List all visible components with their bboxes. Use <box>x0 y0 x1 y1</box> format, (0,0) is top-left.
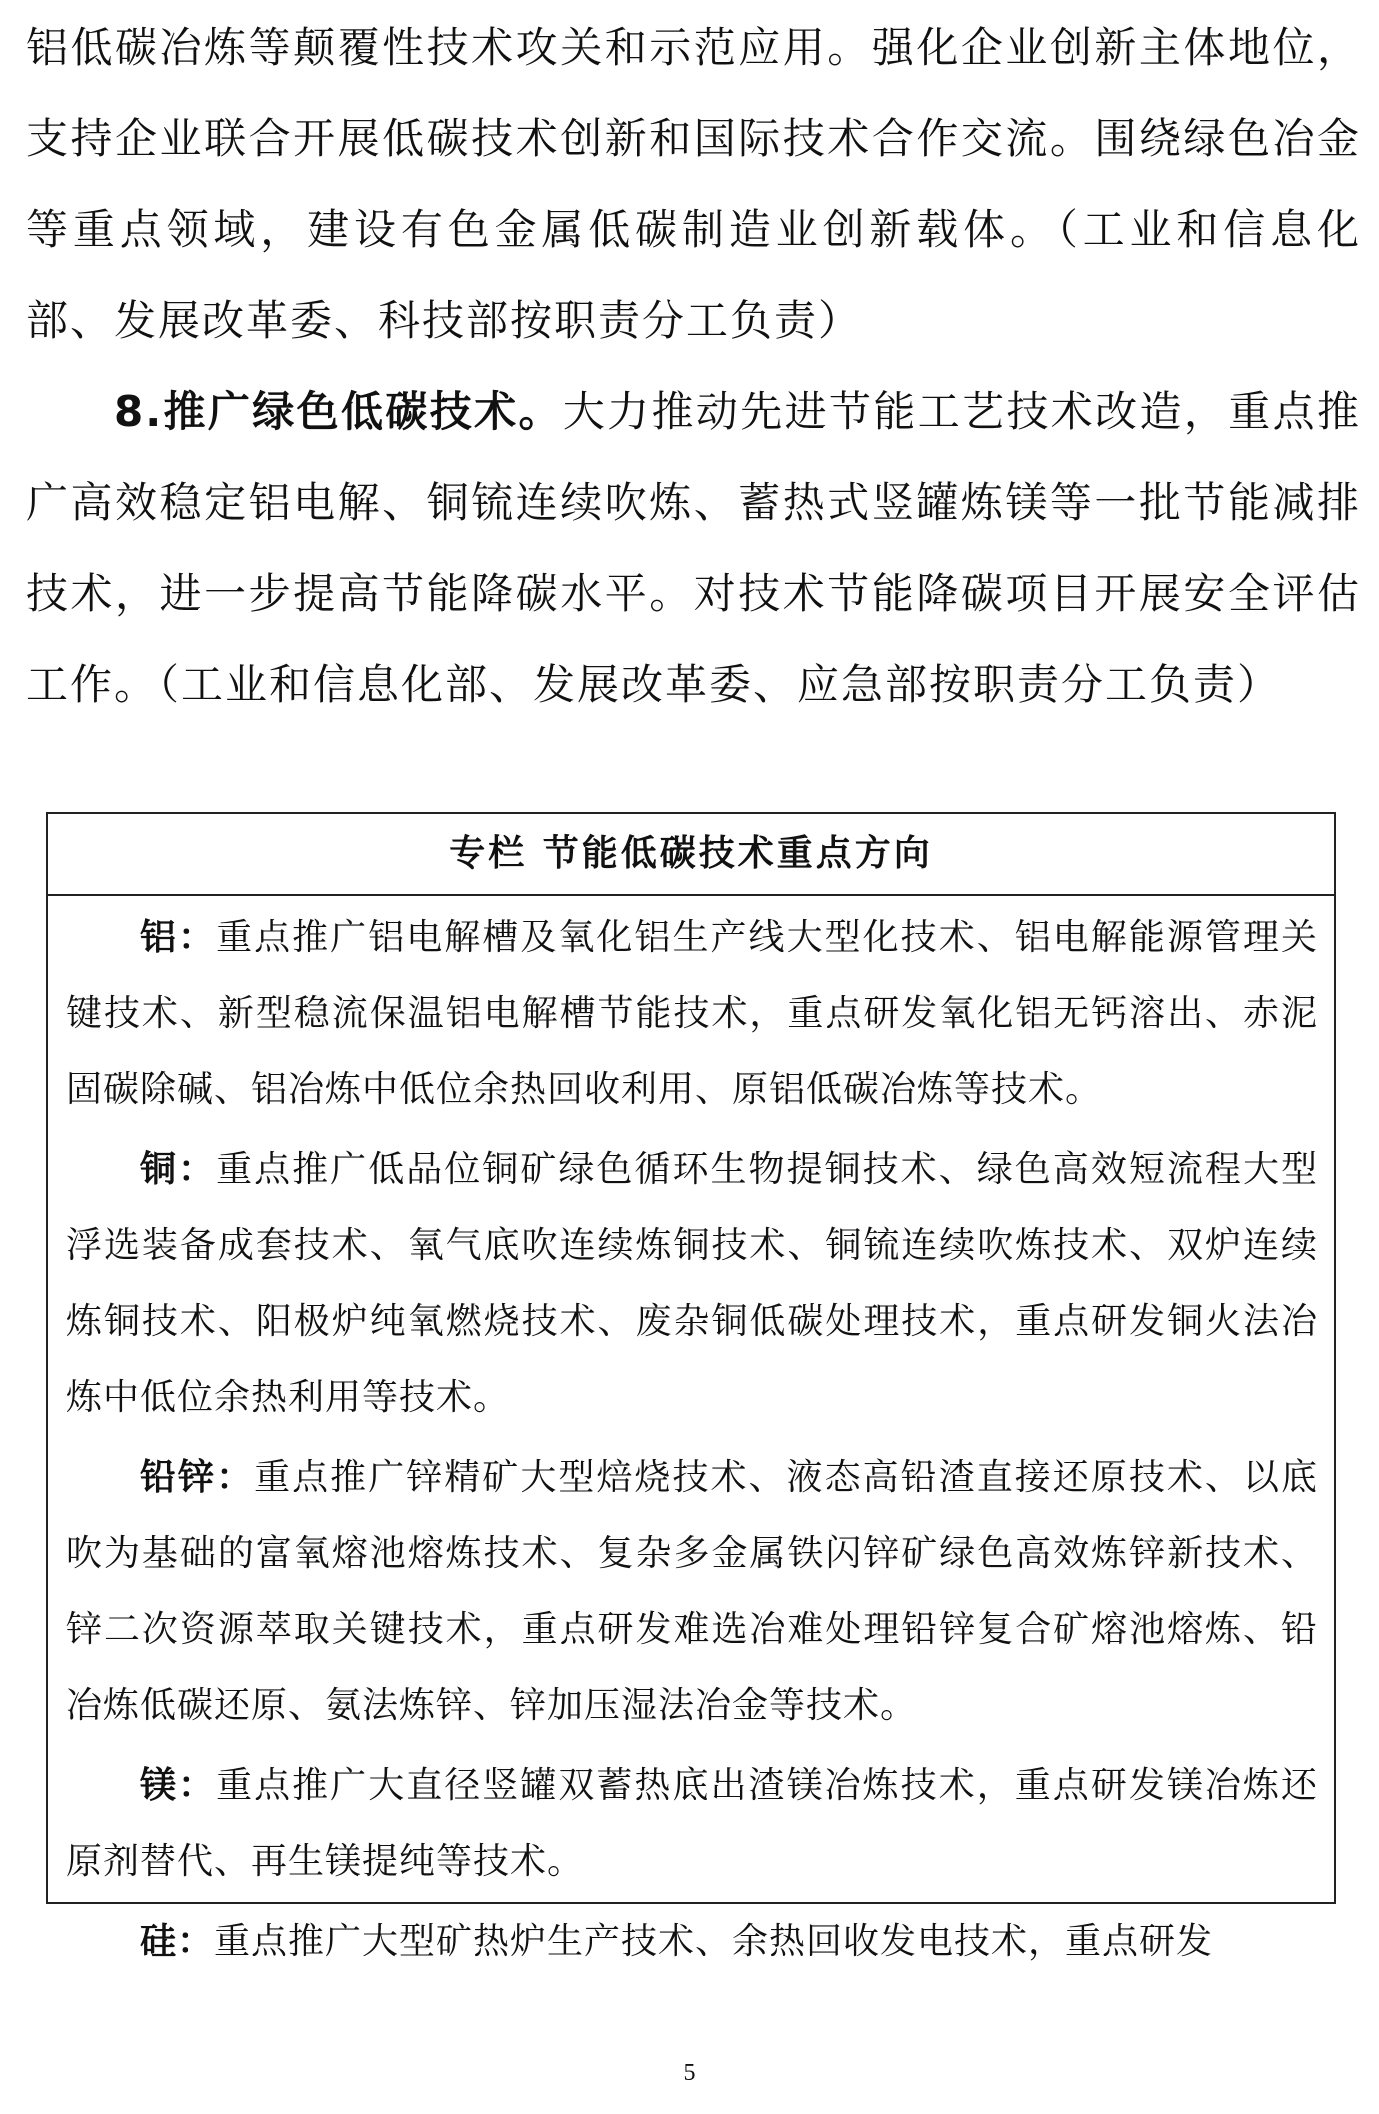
entry-term: 铝： <box>140 917 217 958</box>
item-8-body: 大力推动先进节能工艺技术改造，重点推广高效稳定铝电解、铜锍连续吹炼、蓄热式竖罐炼镁等一批节能减排技术，进一步提高节能降碳水平。对技术节能降碳项目开展安全评估工作。（工业和信息化部、发展改革委、应急部按职责分工负责） <box>26 387 1361 709</box>
entry-text: 重点推广铝电解槽及氧化铝生产线大型化技术、铝电解能源管理关键技术、新型稳流保温铝电解槽节能技术，重点研发氧化铝无钙溶出、赤泥固碳除碱、铝冶炼中低位余热回收利用、原铝低碳冶炼等技术。 <box>66 917 1318 1110</box>
column-box <box>46 812 1336 1962</box>
entry-term: 铜： <box>140 1149 217 1190</box>
item-8-paragraph <box>26 366 1361 730</box>
entry-aluminum <box>66 900 1318 1128</box>
page-number: 5 <box>683 2060 696 2086</box>
entry-magnesium <box>66 1748 1318 1900</box>
entry-text: 重点推广大型矿热炉生产技术、余热回收发电技术，重点研发 <box>214 1921 1214 1962</box>
continued-paragraph: 铝低碳冶炼等颠覆性技术攻关和示范应用。强化企业创新主体地位，支持企业联合开展低碳技术创新和国际技术合作交流。围绕绿色冶金等重点领域，建设有色金属低碳制造业创新载体。（工业和信息化部、发展改革委、科技部按职责分工负责） <box>26 23 1361 345</box>
entry-term: 铅锌： <box>140 1457 255 1498</box>
entry-text: 重点推广锌精矿大型焙烧技术、液态高铅渣直接还原技术、以底吹为基础的富氧熔池熔炼技术、复杂多金属铁闪锌矿绿色高效炼锌新技术、锌二次资源萃取关键技术，重点研发难选冶难处理铅锌复合矿熔池熔炼、铅冶炼低碳还原、氨法炼锌、锌加压湿法冶金等技术。 <box>66 1457 1318 1726</box>
entry-copper <box>66 1132 1318 1436</box>
entry-text: 重点推广低品位铜矿绿色循环生物提铜技术、绿色高效短流程大型浮选装备成套技术、氧气底吹连续炼铜技术、铜锍连续吹炼技术、双炉连续炼铜技术、阳极炉纯氧燃烧技术、废杂铜低碳处理技术，重点研发铜火法冶炼中低位余热利用等技术。 <box>66 1149 1318 1418</box>
entry-silicon <box>66 1904 1318 1980</box>
entry-term: 硅： <box>140 1921 215 1962</box>
item-8-heading: 8.推广绿色低碳技术。 <box>114 387 563 436</box>
entry-lead-zinc <box>66 1440 1318 1744</box>
entry-text: 重点推广大直径竖罐双蓄热底出渣镁冶炼技术，重点研发镁冶炼还原剂替代、再生镁提纯等技术。 <box>66 1765 1318 1882</box>
column-box-title: 专栏 节能低碳技术重点方向 <box>48 814 1334 896</box>
column-box-body <box>48 896 1334 1980</box>
entry-term: 镁： <box>140 1765 217 1806</box>
